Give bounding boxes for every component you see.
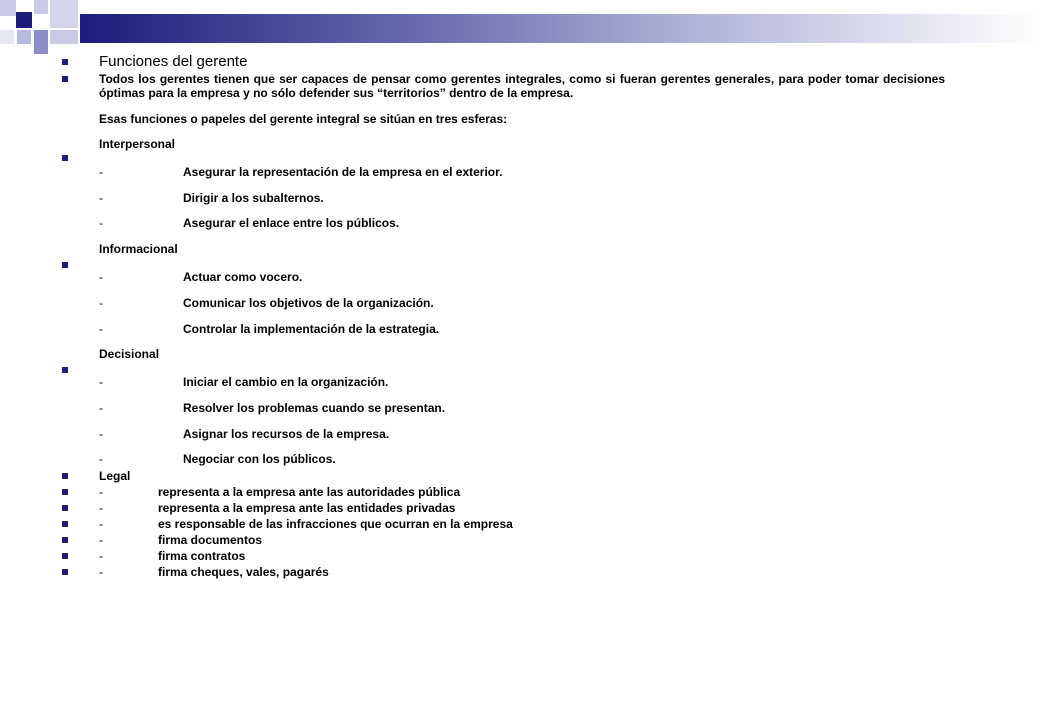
bullet-icon bbox=[62, 521, 68, 527]
section-heading-informacional: Informacional bbox=[99, 242, 178, 256]
decor-square bbox=[50, 0, 78, 28]
bullet-icon bbox=[62, 537, 68, 543]
decisional-item: Asignar los recursos de la empresa. bbox=[183, 427, 390, 441]
header-gradient-bar bbox=[80, 14, 1040, 43]
bullet-icon bbox=[62, 489, 68, 495]
bullet-icon bbox=[62, 569, 68, 575]
decor-square bbox=[0, 0, 16, 16]
section-heading-interpersonal: Interpersonal bbox=[99, 137, 176, 151]
dash-marker: - bbox=[99, 485, 103, 499]
dash-marker: - bbox=[99, 427, 103, 441]
decor-square bbox=[50, 30, 78, 44]
decor-square bbox=[34, 30, 48, 54]
legal-item: firma cheques, vales, pagarés bbox=[158, 565, 329, 579]
decor-square bbox=[34, 0, 48, 14]
dash-marker: - bbox=[99, 452, 103, 466]
dash-marker: - bbox=[99, 322, 103, 336]
section-heading-legal: Legal bbox=[99, 469, 131, 483]
decisional-item: Resolver los problemas cuando se presentan. bbox=[183, 401, 446, 415]
legal-item: firma documentos bbox=[158, 533, 263, 547]
bullet-icon bbox=[62, 262, 68, 268]
dash-marker: - bbox=[99, 549, 103, 563]
dash-marker: - bbox=[99, 270, 103, 284]
decisional-item: Iniciar el cambio en la organización. bbox=[183, 375, 389, 389]
legal-item: representa a la empresa ante las autoridades pública bbox=[158, 485, 461, 499]
intro-paragraph: Todos los gerentes tienen que ser capaces de pensar como gerentes integrales, como si fueran gerentes generales, para poder tomar decisiones óptimas para la empresa y no sólo defender sus “territorios” dentro de la empresa. bbox=[99, 72, 945, 100]
legal-item: firma contratos bbox=[158, 549, 246, 563]
legal-item: es responsable de las infracciones que ocurran en la empresa bbox=[158, 517, 513, 531]
bullet-icon bbox=[62, 76, 68, 82]
dash-marker: - bbox=[99, 565, 103, 579]
section-heading-decisional: Decisional bbox=[99, 347, 160, 361]
decor-square bbox=[0, 30, 14, 44]
slide-title: Funciones del gerente bbox=[99, 53, 248, 70]
interpersonal-item: Dirigir a los subalternos. bbox=[183, 191, 324, 205]
dash-marker: - bbox=[99, 517, 103, 531]
dash-marker: - bbox=[99, 501, 103, 515]
informacional-item: Comunicar los objetivos de la organización. bbox=[183, 296, 434, 310]
dash-marker: - bbox=[99, 191, 103, 205]
dash-marker: - bbox=[99, 165, 103, 179]
bullet-icon bbox=[62, 367, 68, 373]
bullet-icon bbox=[62, 553, 68, 559]
dash-marker: - bbox=[99, 375, 103, 389]
decisional-item: Negociar con los públicos. bbox=[183, 452, 336, 466]
interpersonal-item: Asegurar la representación de la empresa en el exterior. bbox=[183, 165, 503, 179]
dash-marker: - bbox=[99, 216, 103, 230]
interpersonal-item: Asegurar el enlace entre los públicos. bbox=[183, 216, 400, 230]
legal-item: representa a la empresa ante las entidades privadas bbox=[158, 501, 456, 515]
bullet-icon bbox=[62, 155, 68, 161]
bullet-icon bbox=[62, 505, 68, 511]
informacional-item: Actuar como vocero. bbox=[183, 270, 303, 284]
decor-square bbox=[16, 12, 32, 28]
bullet-icon bbox=[62, 59, 68, 65]
bullet-icon bbox=[62, 473, 68, 479]
decor-square bbox=[17, 30, 31, 44]
dash-marker: - bbox=[99, 296, 103, 310]
spheres-intro: Esas funciones o papeles del gerente integral se sitúan en tres esferas: bbox=[99, 112, 508, 126]
informacional-item: Controlar la implementación de la estrategia. bbox=[183, 322, 440, 336]
dash-marker: - bbox=[99, 401, 103, 415]
dash-marker: - bbox=[99, 533, 103, 547]
